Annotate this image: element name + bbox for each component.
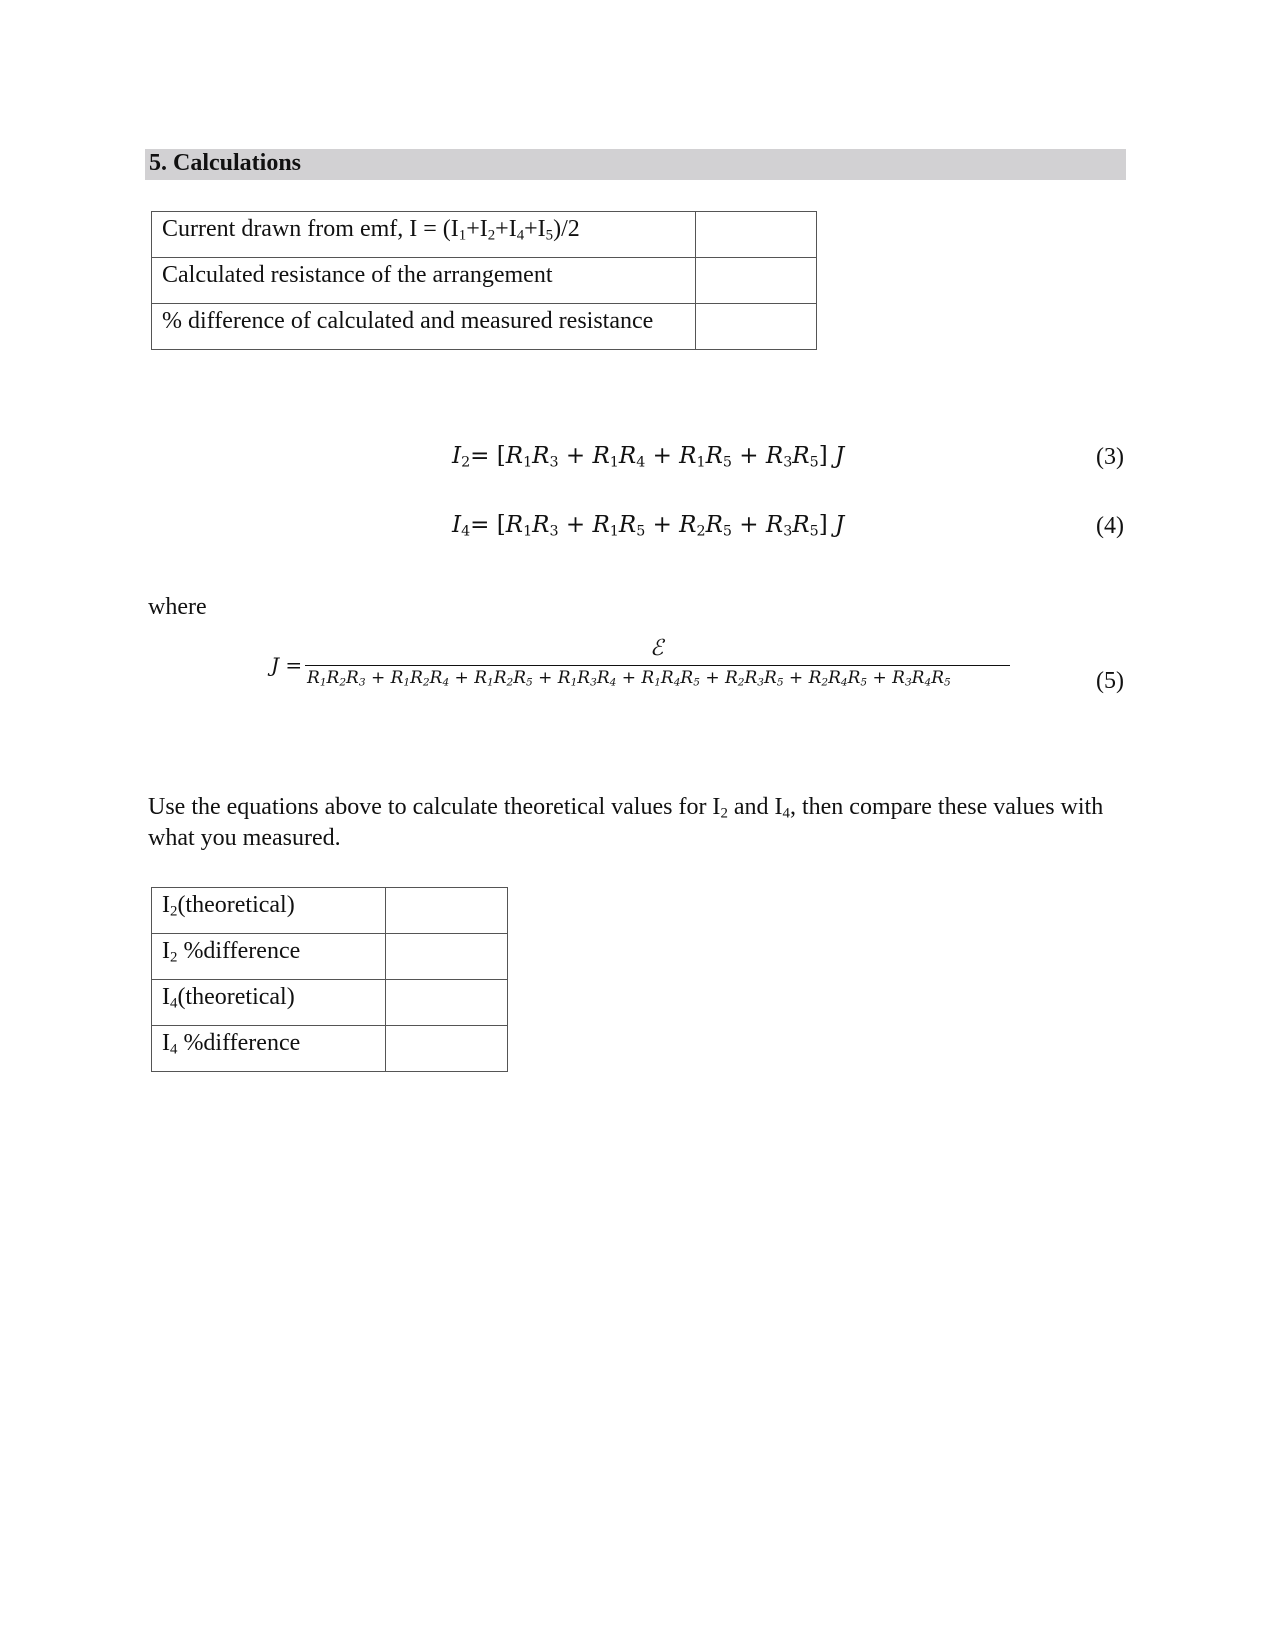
i2-theoretical-label: $I_2(theoretical)$ [152, 888, 386, 934]
equation-5-numerator: ℰ [650, 636, 664, 661]
equation-4-number: (4) [1096, 513, 1124, 539]
current-drawn-value-cell[interactable] [696, 212, 817, 258]
equation-4: $I_4= [R_1R_3 + R_1R_5 + R_2R_5 + R_3R_5]$ J [452, 512, 845, 540]
calculated-resistance-value-cell[interactable] [696, 258, 817, 304]
percent-difference-resistance-value-cell[interactable] [696, 304, 817, 350]
current-drawn-label: Current drawn from emf, $I = (I_1+I_2+I_4+I_5)/2$ [152, 212, 696, 258]
table-row [152, 258, 817, 304]
table-row [152, 934, 508, 980]
i2-percent-difference-value-cell[interactable] [386, 934, 508, 980]
i2-percent-difference-label: $I_2$ %difference [152, 934, 386, 980]
table-row [152, 212, 817, 258]
where-label: where [148, 594, 207, 620]
equation-3-number: (3) [1096, 444, 1124, 470]
table-row [152, 1026, 508, 1072]
section-header [145, 149, 1126, 180]
fraction-bar [305, 665, 1010, 666]
table-row [152, 304, 817, 350]
table-row [152, 888, 508, 934]
table-row [152, 980, 508, 1026]
equation-5-lhs: J = [271, 653, 303, 677]
equation-3: $I_2= [R_1R_3 + R_1R_4 + R_1R_5 + R_3R_5]$ J [452, 443, 845, 471]
calculated-resistance-label: Calculated resistance of the arrangement [152, 258, 696, 304]
equation-5-number: (5) [1096, 668, 1124, 694]
i4-percent-difference-value-cell[interactable] [386, 1026, 508, 1072]
equation-5-denominator: $R_1R_2R_3 + R_1R_2R_4 + R_1R_2R_5 + R_1R_3R_4 + R_1R_4R_5 + R_2R_3R_5 + R_2R_4R_5 + R_3R_4R_5$ [307, 668, 951, 689]
calculations-table [151, 211, 817, 350]
instruction-paragraph: Use the equations above to calculate theoretical values for $I_2$ and $I_4$, then compare these values with what you measured. [148, 794, 1104, 851]
theoretical-values-table [151, 887, 508, 1072]
section-title: 5. Calculations [149, 150, 302, 176]
equation-3-rhs: = $[R_1R_3 + R_1R_4 + R_1R_5 + R_3R_5]$ J [470, 443, 845, 471]
percent-difference-resistance-label: % difference of calculated and measured resistance [152, 304, 696, 350]
i4-theoretical-label: $I_4(theoretical)$ [152, 980, 386, 1026]
i4-percent-difference-label: $I_4$ %difference [152, 1026, 386, 1072]
i2-theoretical-value-cell[interactable] [386, 888, 508, 934]
equation-4-rhs: = $[R_1R_3 + R_1R_5 + R_2R_5 + R_3R_5]$ J [470, 512, 845, 540]
i4-theoretical-value-cell[interactable] [386, 980, 508, 1026]
